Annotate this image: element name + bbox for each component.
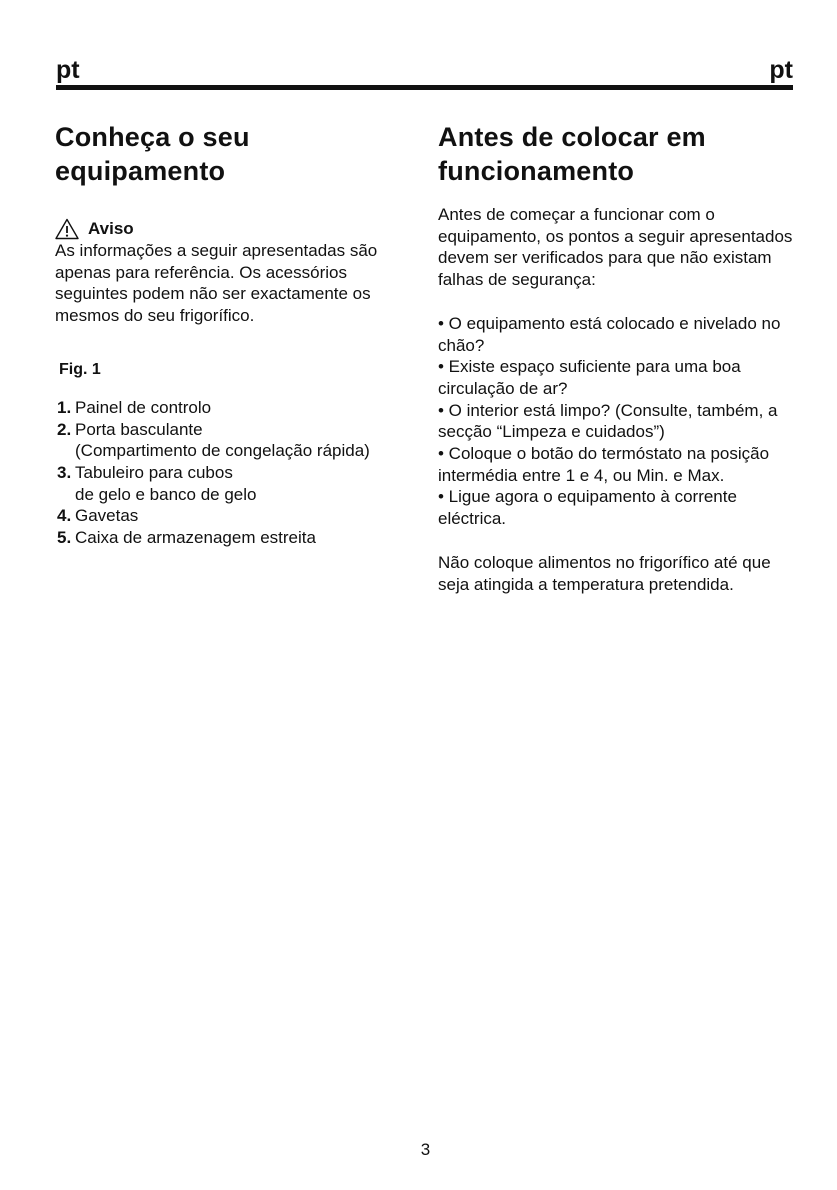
list-item-number: 1.	[57, 397, 72, 417]
list-item-number: 3.	[57, 462, 72, 482]
warning-triangle-icon	[55, 218, 79, 240]
list-item-text: Painel de controlo	[75, 397, 212, 417]
list-item-text: Caixa de armazenagem estreita	[75, 528, 316, 548]
language-label-left: pt	[56, 56, 80, 84]
list-item-number: 2.	[57, 419, 72, 439]
language-label-right: pt	[769, 56, 793, 84]
checklist-item: • Coloque o botão do termóstato na posição intermédia entre 1 e 4, ou Min. e Max.	[438, 444, 770, 485]
checklist-item: • O interior está limpo? (Consulte, também, a secção “Limpeza e cuidados”)	[438, 400, 778, 442]
component-list	[55, 397, 405, 549]
section-title-right: Antes de colocar em funcionamento	[438, 122, 706, 186]
left-column	[55, 120, 405, 549]
warning-heading	[55, 218, 405, 240]
figure-label: Fig. 1	[59, 360, 101, 378]
list-item	[55, 462, 405, 505]
list-item-subtext: de gelo e banco de gelo	[75, 484, 257, 504]
right-column	[438, 120, 798, 595]
checklist-item: • Existe espaço suficiente para uma boa circulação de ar?	[438, 357, 741, 398]
checklist	[438, 313, 798, 530]
checklist-item: • Ligue agora o equipamento à corrente eléctrica.	[438, 487, 737, 529]
page-number: 3	[420, 1140, 431, 1159]
list-item	[55, 505, 405, 527]
list-item-text: Porta basculante	[75, 419, 203, 439]
list-item	[55, 397, 405, 419]
warning-label: Aviso	[88, 219, 134, 238]
list-item-number: 4.	[57, 506, 72, 526]
header-rule	[56, 85, 793, 90]
list-item	[55, 527, 405, 549]
closing-paragraph: Não coloque alimentos no frigorífico até que seja atingida a temperatura pretendida.	[438, 552, 771, 594]
list-item-text: Gavetas	[75, 506, 139, 526]
warning-text: As informações a seguir apresentadas são apenas para referência. Os acessórios seguintes podem não ser exactamente os mesmos do seu frigorífico.	[55, 241, 378, 326]
list-item	[55, 419, 405, 462]
intro-paragraph: Antes de começar a funcionar com o equipamento, os pontos a seguir apresentados devem ser verificados para que não existam falhas de segurança:	[438, 205, 793, 290]
list-item-subtext: (Compartimento de congelação rápida)	[75, 441, 370, 461]
list-item-number: 5.	[57, 528, 72, 548]
checklist-item: • O equipamento está colocado e nivelado no chão?	[438, 313, 781, 355]
list-item-text: Tabuleiro para cubos	[75, 462, 233, 482]
section-title-left: Conheça o seu equipamento	[55, 122, 250, 186]
